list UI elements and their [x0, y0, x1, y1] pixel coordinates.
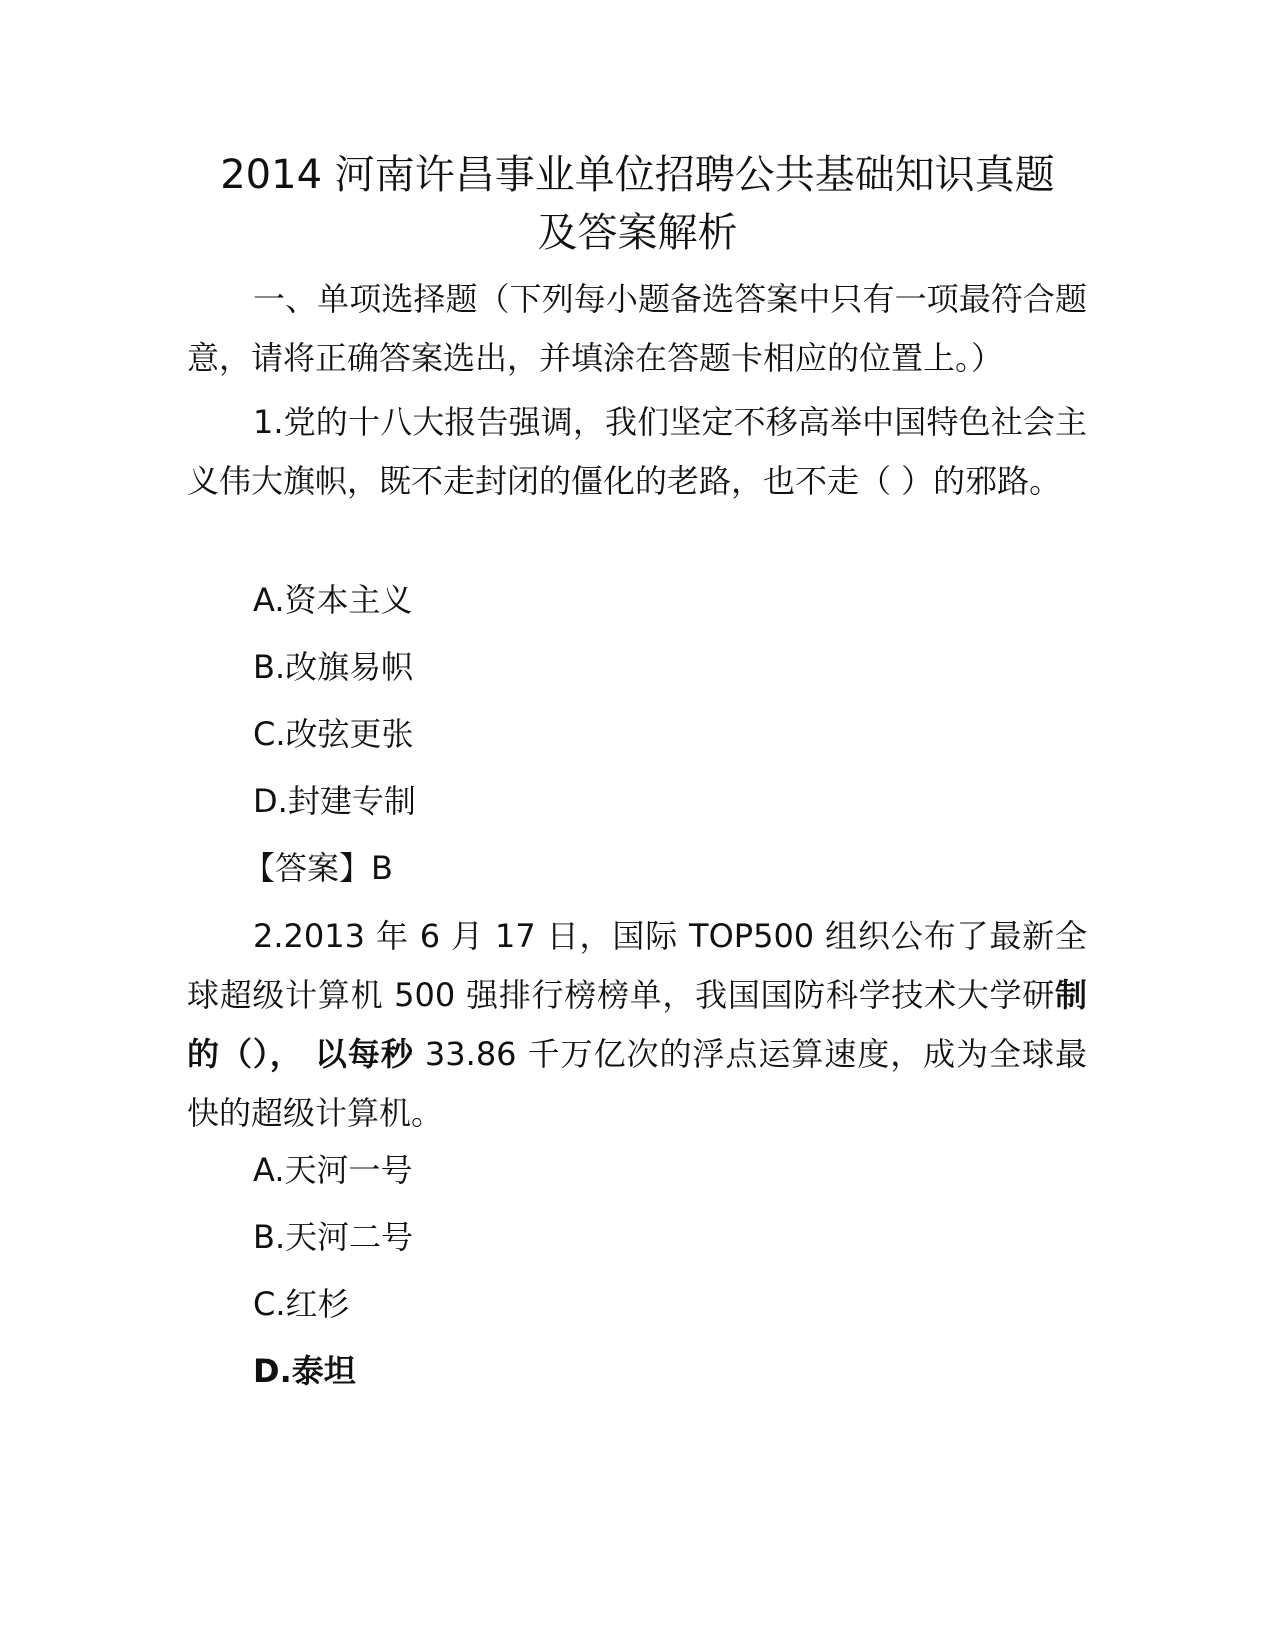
question-2-option-a: A.天河一号	[253, 1151, 413, 1189]
title-line-1: 2014 河南许昌事业单位招聘公共基础知识真题	[220, 152, 1055, 198]
question-2-stem-part-3: 33.86 千万亿次的浮点运算速度，成为全球最快的超级计算机。	[187, 1035, 1087, 1132]
document-title	[150, 146, 1125, 262]
question-1-option-a: A.资本主义	[253, 581, 413, 619]
section-heading: 一、单项选择题（下列每小题备选答案中只有一项最符合题意，请将正确答案选出，并填涂在答题卡相应的位置上。）	[187, 280, 1087, 377]
question-1-stem: 1.党的十八大报告强调，我们坚定不移高举中国特色社会主义伟大旗帜，既不走封闭的僵化的老路，也不走（ ）的邪路。	[187, 403, 1087, 500]
question-2-stem-part-2: 制的（）， 以每秒	[187, 976, 1087, 1073]
question-1-option-c: C.改弦更张	[253, 715, 414, 753]
question-2-option-b: B.天河二号	[253, 1218, 414, 1256]
title-line-2: 及答案解析	[537, 210, 738, 256]
question-1-answer: 【答案】B	[243, 849, 393, 887]
question-2-option-c: C.红杉	[253, 1285, 350, 1323]
question-2-option-d: D.泰坦	[253, 1352, 356, 1390]
question-2-stem-part-1: 2.2013 年 6 月 17 日，国际 TOP500 组织公布了最新全球超级计算机 500 强排行榜榜单，我国国防科学技术大学研	[187, 917, 1087, 1014]
question-1-option-b: B.改旗易帜	[253, 648, 414, 686]
question-2-stem	[187, 907, 1087, 1143]
question-1-option-d: D.封建专制	[253, 782, 416, 820]
